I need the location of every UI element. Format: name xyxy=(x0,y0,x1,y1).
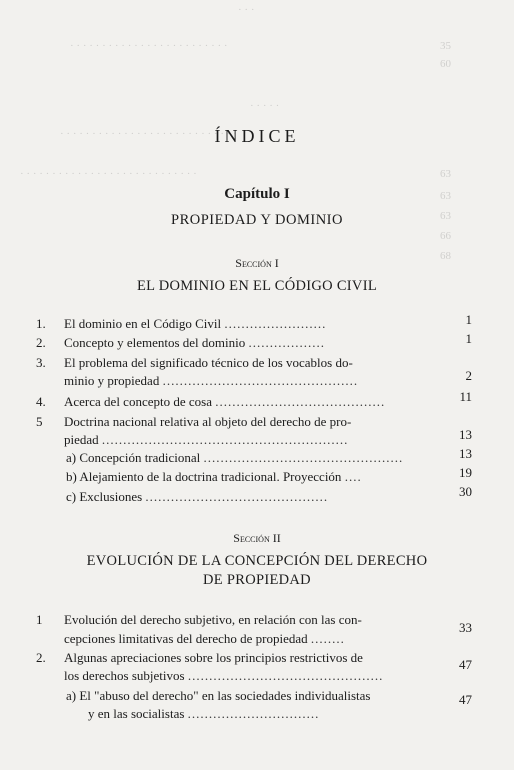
entry-text: b) Alejamiento de la doctrina tradicional. Proyección .... xyxy=(66,469,362,484)
entry-number: 5 xyxy=(36,414,43,429)
entry-text-continued: y en las socialistas ............................... xyxy=(88,706,320,721)
entry-page: 2 xyxy=(465,368,472,383)
section-2-title-line1: EVOLUCIÓN DE LA CONCEPCIÓN DEL DERECHO xyxy=(86,553,428,569)
entry-page: 1 xyxy=(465,331,472,346)
entry-page: 30 xyxy=(459,484,472,499)
entry-text-continued: piedad .......................................................... xyxy=(64,432,349,447)
section-1-title: EL DOMINIO EN EL CÓDIGO CIVIL xyxy=(137,278,377,294)
entry-page: 13 xyxy=(459,446,472,461)
entry-number: 3. xyxy=(36,355,46,370)
entry-number: 1. xyxy=(36,316,46,331)
entry-number: 2. xyxy=(36,335,46,350)
show-through-text: · · · · · · · · · · · · · · · · · · · · · · · · · · · · 35 60 · · · · · · · · · · · · · · · · · · · · · · · · · · · · · · · · · · · · · · · · · · · · · · · · · · · · · · · · · · · · · 63 63 63 66 68 xyxy=(20,4,451,262)
chapter-title: PROPIEDAD Y DOMINIO xyxy=(171,212,343,228)
index-title: ÍNDICE xyxy=(214,126,300,146)
entry-number: 1 xyxy=(36,612,43,627)
entry-number: 4. xyxy=(36,394,46,409)
entry-text: Acerca del concepto de cosa ........................................ xyxy=(64,394,386,409)
entry-page: 47 xyxy=(459,657,472,672)
chapter-label: Capítulo I xyxy=(224,186,290,202)
entry-text: El dominio en el Código Civil ........................ xyxy=(64,316,327,331)
entry-page: 11 xyxy=(459,389,472,404)
section-2-label: Sección II xyxy=(233,531,281,545)
entry-text: Evolución del derecho subjetivo, en relación con las con- xyxy=(64,612,362,627)
entry-page: 1 xyxy=(465,312,472,327)
entry-page: 33 xyxy=(459,620,472,635)
entry-text-continued: minio y propiedad .............................................. xyxy=(64,373,359,388)
entry-page: 13 xyxy=(459,427,472,442)
entry-text: a) El "abuso del derecho" en las sociedades individualistas xyxy=(66,688,371,703)
entry-text: a) Concepción tradicional ............................................... xyxy=(66,450,404,465)
entry-text: Concepto y elementos del dominio .................. xyxy=(64,335,325,350)
entry-page: 19 xyxy=(459,465,472,480)
entry-text-continued: los derechos subjetivos .............................................. xyxy=(64,668,384,683)
entry-text: Algunas apreciaciones sobre los principios restrictivos de xyxy=(64,650,363,665)
section-1-label: Sección I xyxy=(235,256,279,270)
entry-number: 2. xyxy=(36,650,46,665)
entry-text: c) Exclusiones ........................................... xyxy=(66,489,329,504)
entry-text: Doctrina nacional relativa al objeto del derecho de pro- xyxy=(64,414,352,429)
section-2-title-line2: DE PROPIEDAD xyxy=(203,572,311,588)
entry-text-continued: cepciones limitativas del derecho de propiedad ........ xyxy=(64,631,345,646)
entry-page: 47 xyxy=(459,692,472,707)
entry-text: El problema del significado técnico de los vocablos do- xyxy=(64,355,353,370)
